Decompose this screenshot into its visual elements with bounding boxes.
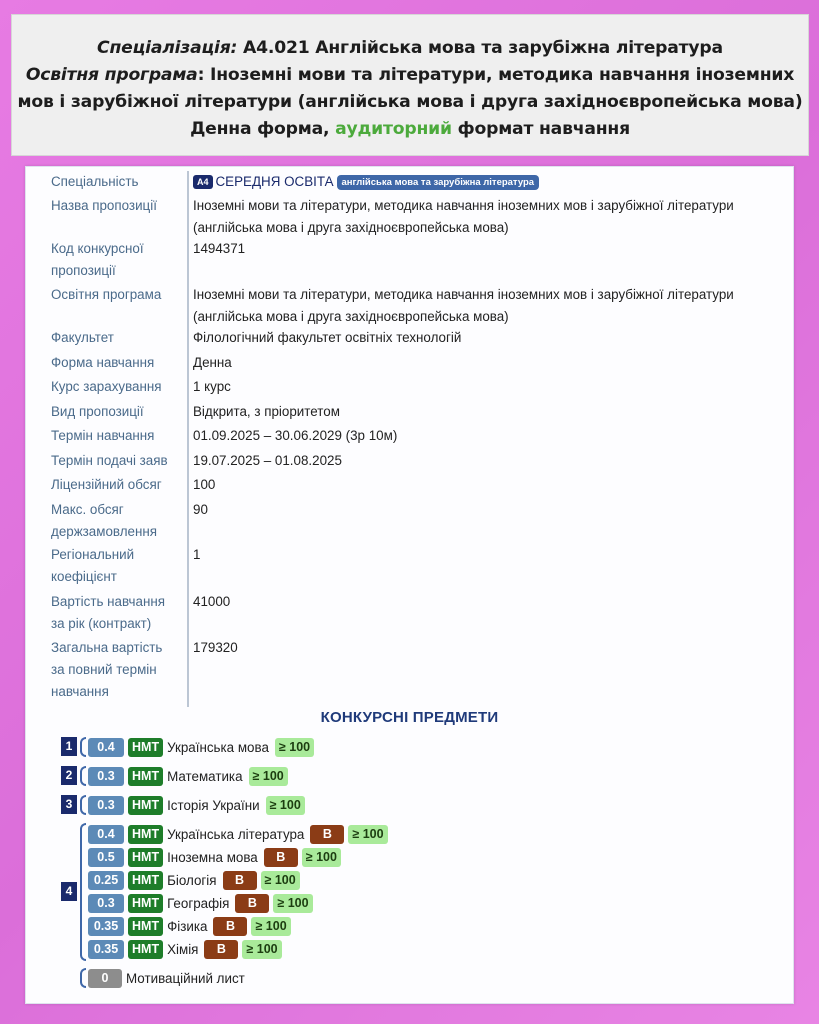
nmt-badge: НМТ [128, 767, 163, 786]
nmt-badge: НМТ [128, 796, 163, 815]
nmt-badge: НМТ [128, 871, 163, 890]
motivation-brace [80, 968, 86, 988]
subject-row [88, 737, 314, 757]
cost-label-line-1: Вартість навчання [51, 594, 165, 609]
cost-value: 41000 [193, 594, 231, 609]
regional-label-line-1: Регіональний [51, 547, 135, 562]
coefficient-badge: 0.3 [88, 894, 124, 913]
nmt-badge: НМТ [128, 940, 163, 959]
label-divider [187, 171, 189, 707]
elective-badge: В [213, 917, 247, 936]
elective-badge: В [204, 940, 238, 959]
offer-panel [25, 166, 794, 1004]
offer-name-value [193, 195, 793, 239]
program-value [193, 284, 793, 328]
program-line-2: (англійська мова і друга західноєвропейська мова) [193, 309, 509, 324]
code-value: 1494371 [193, 241, 246, 256]
term-label: Термін навчання [51, 428, 155, 443]
subject-name: Іноземна мова [167, 849, 258, 865]
elective-badge: В [223, 871, 257, 890]
nmt-badge: НМТ [128, 917, 163, 936]
subject-name: Історія України [167, 797, 260, 813]
header-program-continued: мов і зарубіжної літератури (англійська мова і друга західноєвропейська мова) [17, 92, 803, 112]
offer-name-label: Назва пропозиції [51, 198, 157, 213]
coefficient-badge: 0.3 [88, 796, 124, 815]
code-label-line-2: пропозиції [51, 263, 116, 278]
program-label: Освітня програма [25, 65, 198, 85]
form-value: Денна [193, 355, 232, 370]
subject-row [88, 847, 341, 867]
group-brace-4 [80, 823, 86, 961]
course-label: Курс зарахування [51, 379, 162, 394]
speciality-name: СЕРЕДНЯ ОСВІТА [215, 174, 334, 189]
program-line-1: Іноземні мови та літератури, методика навчання іноземних мов і зарубіжної літератури [193, 287, 734, 302]
header-card [11, 14, 809, 156]
coefficient-badge: 0.3 [88, 767, 124, 786]
program-label: Освітня програма [51, 287, 162, 302]
group-brace-3 [80, 795, 86, 815]
subject-row [88, 939, 282, 959]
max-value: 90 [193, 502, 208, 517]
min-score-badge: ≥ 100 [302, 848, 341, 867]
nmt-badge: НМТ [128, 848, 163, 867]
total-label-line-2: за повний термін [51, 662, 157, 677]
code-label [51, 238, 186, 282]
program-value: : Іноземні мови та літератури, методика навчання іноземних [197, 65, 795, 85]
group-brace-1 [80, 737, 86, 757]
subjects-title: КОНКУРСНІ ПРЕДМЕТИ [320, 709, 499, 726]
group-brace-2 [80, 766, 86, 786]
min-score-badge: ≥ 100 [249, 767, 288, 786]
max-label-line-1: Макс. обсяг [51, 502, 124, 517]
subject-name: Біологія [167, 872, 217, 888]
min-score-badge: ≥ 100 [261, 871, 300, 890]
coefficient-badge: 0.4 [88, 738, 124, 757]
cost-label-line-2: за рік (контракт) [51, 616, 152, 631]
nmt-badge: НМТ [128, 894, 163, 913]
min-score-badge: ≥ 100 [251, 917, 290, 936]
speciality-chip: англійська мова та зарубіжна література [337, 175, 540, 190]
form-label: Форма навчання [51, 355, 155, 370]
coefficient-badge: 0 [88, 969, 122, 988]
code-label-line-1: Код конкурсної [51, 241, 144, 256]
elective-badge: В [264, 848, 298, 867]
subject-row [88, 766, 288, 786]
elective-badge: В [235, 894, 269, 913]
coefficient-badge: 0.35 [88, 917, 124, 936]
faculty-label: Факультет [51, 330, 114, 345]
subject-row [88, 893, 313, 913]
subject-name: Українська література [167, 826, 305, 842]
offer-type-value: Відкрита, з пріоритетом [193, 404, 340, 419]
subject-row [88, 824, 388, 844]
speciality-value [193, 171, 793, 193]
coefficient-badge: 0.4 [88, 825, 124, 844]
study-format-highlight: аудиторний [335, 119, 452, 139]
apply-value: 19.07.2025 – 01.08.2025 [193, 453, 342, 468]
specialization-label: Спеціалізація: [97, 38, 238, 58]
header-program [12, 62, 808, 89]
specialization-value: А4.021 Англійська мова та зарубіжна література [237, 38, 723, 58]
coefficient-badge: 0.25 [88, 871, 124, 890]
max-label [51, 499, 186, 543]
coefficient-badge: 0.5 [88, 848, 124, 867]
course-value: 1 курс [193, 379, 231, 394]
total-label-line-1: Загальна вартість [51, 640, 163, 655]
regional-label-line-2: коефіцієнт [51, 569, 117, 584]
faculty-value: Філологічний факультет освітніх технологій [193, 330, 462, 345]
subject-row [88, 795, 305, 815]
subject-name: Хімія [167, 941, 199, 957]
motivation-name: Мотиваційний лист [126, 970, 245, 986]
speciality-label: Спеціальність [51, 174, 139, 189]
study-format-text: формат навчання [451, 119, 630, 139]
header-specialization [12, 35, 808, 62]
offer-name-line-2: (англійська мова і друга західноєвропейська мова) [193, 220, 509, 235]
regional-value: 1 [193, 547, 201, 562]
nmt-badge: НМТ [128, 825, 163, 844]
min-score-badge: ≥ 100 [348, 825, 387, 844]
group-number-3: 3 [61, 795, 77, 814]
term-value: 01.09.2025 – 30.06.2029 (3р 10м) [193, 428, 398, 443]
subject-row [88, 916, 291, 936]
group-number-1: 1 [61, 737, 77, 756]
total-label [51, 637, 186, 703]
min-score-badge: ≥ 100 [266, 796, 305, 815]
subject-name: Географія [167, 895, 230, 911]
offer-name-line-1: Іноземні мови та літератури, методика навчання іноземних мов і зарубіжної літератури [193, 198, 734, 213]
speciality-code-badge: А4 [193, 175, 213, 189]
offer-type-label: Вид пропозиції [51, 404, 144, 419]
motivation-row [88, 968, 251, 988]
header-study-form [12, 116, 808, 143]
nmt-badge: НМТ [128, 738, 163, 757]
min-score-badge: ≥ 100 [242, 940, 281, 959]
min-score-badge: ≥ 100 [273, 894, 312, 913]
subject-row [88, 870, 300, 890]
apply-label: Термін подачі заяв [51, 453, 168, 468]
license-value: 100 [193, 477, 216, 492]
subject-name: Математика [167, 768, 243, 784]
coefficient-badge: 0.35 [88, 940, 124, 959]
subject-name: Українська мова [167, 739, 269, 755]
total-label-line-3: навчання [51, 684, 109, 699]
min-score-badge: ≥ 100 [275, 738, 314, 757]
regional-label [51, 544, 186, 588]
study-form-text: Денна форма, [190, 119, 336, 139]
group-number-2: 2 [61, 766, 77, 785]
license-label: Ліцензійний обсяг [51, 477, 162, 492]
elective-badge: В [310, 825, 344, 844]
subject-name: Фізика [167, 918, 208, 934]
total-value: 179320 [193, 640, 238, 655]
max-label-line-2: держзамовлення [51, 524, 158, 539]
cost-label [51, 591, 186, 635]
group-number-4: 4 [61, 882, 77, 901]
